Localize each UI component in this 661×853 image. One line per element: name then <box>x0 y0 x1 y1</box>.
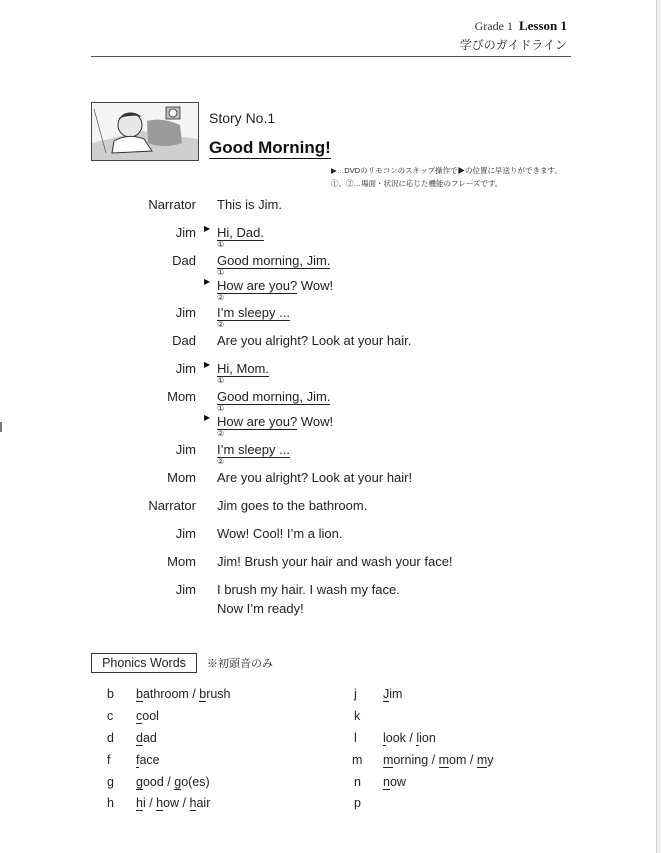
speaker-label: Narrator <box>148 197 196 212</box>
script-line: Good morning, Jim. <box>217 389 331 404</box>
script-line: How are you? Wow! <box>217 278 334 293</box>
speaker-label: Jim <box>175 442 196 457</box>
script-line: Wow! Cool! I’m a lion. <box>217 526 343 541</box>
script-line: How are you? Wow! <box>217 414 334 429</box>
note-phrases: ①、②…場面・状況に応じた機能のフレーズです。 <box>331 179 503 188</box>
phonics-words: Jim <box>383 687 403 701</box>
speaker-label: Mom <box>167 470 196 485</box>
phonics-letter: p <box>354 796 361 810</box>
phonics-letter: l <box>354 731 357 745</box>
story-number: Story No.1 <box>209 110 276 126</box>
story-illustration <box>91 102 199 161</box>
phonics-letter: j <box>354 687 357 701</box>
speaker-label: Mom <box>167 554 196 569</box>
speaker-label: Jim <box>175 305 196 320</box>
phonics-words: look / lion <box>383 731 436 745</box>
phonics-letter: b <box>107 687 114 701</box>
phonics-words: morning / mom / my <box>383 753 494 767</box>
phonics-letter: k <box>354 709 361 723</box>
speaker-label: Jim <box>175 582 196 597</box>
script-line: Jim goes to the bathroom. <box>217 498 368 513</box>
phonics-letter: m <box>352 753 363 767</box>
phrase-marker: ① <box>217 376 225 385</box>
script-line: Now I’m ready! <box>217 601 304 616</box>
script-line: I’m sleepy ... <box>217 442 290 457</box>
script-line: Are you alright? Look at your hair! <box>217 470 413 485</box>
phonics-letter: d <box>107 731 114 745</box>
margin-mark <box>0 422 2 432</box>
phrase-marker: ② <box>217 293 225 302</box>
story-title: Good Morning! <box>209 138 331 157</box>
phonics-letter: n <box>354 775 361 789</box>
script-line: Good morning, Jim. <box>217 253 331 268</box>
skip-arrow-icon: ▶ <box>204 224 211 233</box>
script-line: This is Jim. <box>217 197 282 212</box>
phrase-marker: ② <box>217 320 225 329</box>
speaker-label: Dad <box>172 253 196 268</box>
phonics-letter: h <box>107 796 114 810</box>
header-divider <box>91 56 571 57</box>
note-dvd-skip: ▶…DVDのリモコンのスキップ操作で▶の位置に早送りができます。 <box>331 166 562 175</box>
script-line: Are you alright? Look at your hair. <box>217 333 412 348</box>
script-line: I brush my hair. I wash my face. <box>217 582 400 597</box>
phrase-marker: ① <box>217 240 225 249</box>
skip-arrow-icon: ▶ <box>204 413 211 422</box>
phonics-words: bathroom / brush <box>136 687 231 701</box>
phrase-marker: ① <box>217 268 225 277</box>
phrase-marker: ② <box>217 457 225 466</box>
phonics-words: dad <box>136 731 157 745</box>
script-line: I’m sleepy ... <box>217 305 290 320</box>
phrase-marker: ① <box>217 404 225 413</box>
script-line: Jim! Brush your hair and wash your face! <box>217 554 453 569</box>
header-grade-lesson: Grade 1 Lesson 1 <box>474 18 567 33</box>
script-line: Hi, Mom. <box>217 361 269 376</box>
phonics-words: face <box>136 753 160 767</box>
speaker-label: Jim <box>175 225 196 240</box>
header-subtitle: 学びのガイドライン <box>459 38 567 52</box>
speaker-label: Dad <box>172 333 196 348</box>
phonics-letter: c <box>107 709 114 723</box>
phonics-words: good / go(es) <box>136 775 210 789</box>
speaker-label: Mom <box>167 389 196 404</box>
phonics-words-heading: Phonics Words <box>91 653 197 673</box>
phonics-letter: g <box>107 775 114 789</box>
speaker-label: Jim <box>175 526 196 541</box>
phrase-marker: ② <box>217 429 225 438</box>
speaker-label: Jim <box>175 361 196 376</box>
phonics-words: hi / how / hair <box>136 796 211 810</box>
script-line: Hi, Dad. <box>217 225 264 240</box>
speaker-label: Narrator <box>148 498 196 513</box>
skip-arrow-icon: ▶ <box>204 360 211 369</box>
phonics-words: now <box>383 775 406 789</box>
skip-arrow-icon: ▶ <box>204 277 211 286</box>
phonics-note: ※初頭音のみ <box>207 658 273 670</box>
phonics-letter: f <box>107 753 111 767</box>
phonics-words: cool <box>136 709 159 723</box>
